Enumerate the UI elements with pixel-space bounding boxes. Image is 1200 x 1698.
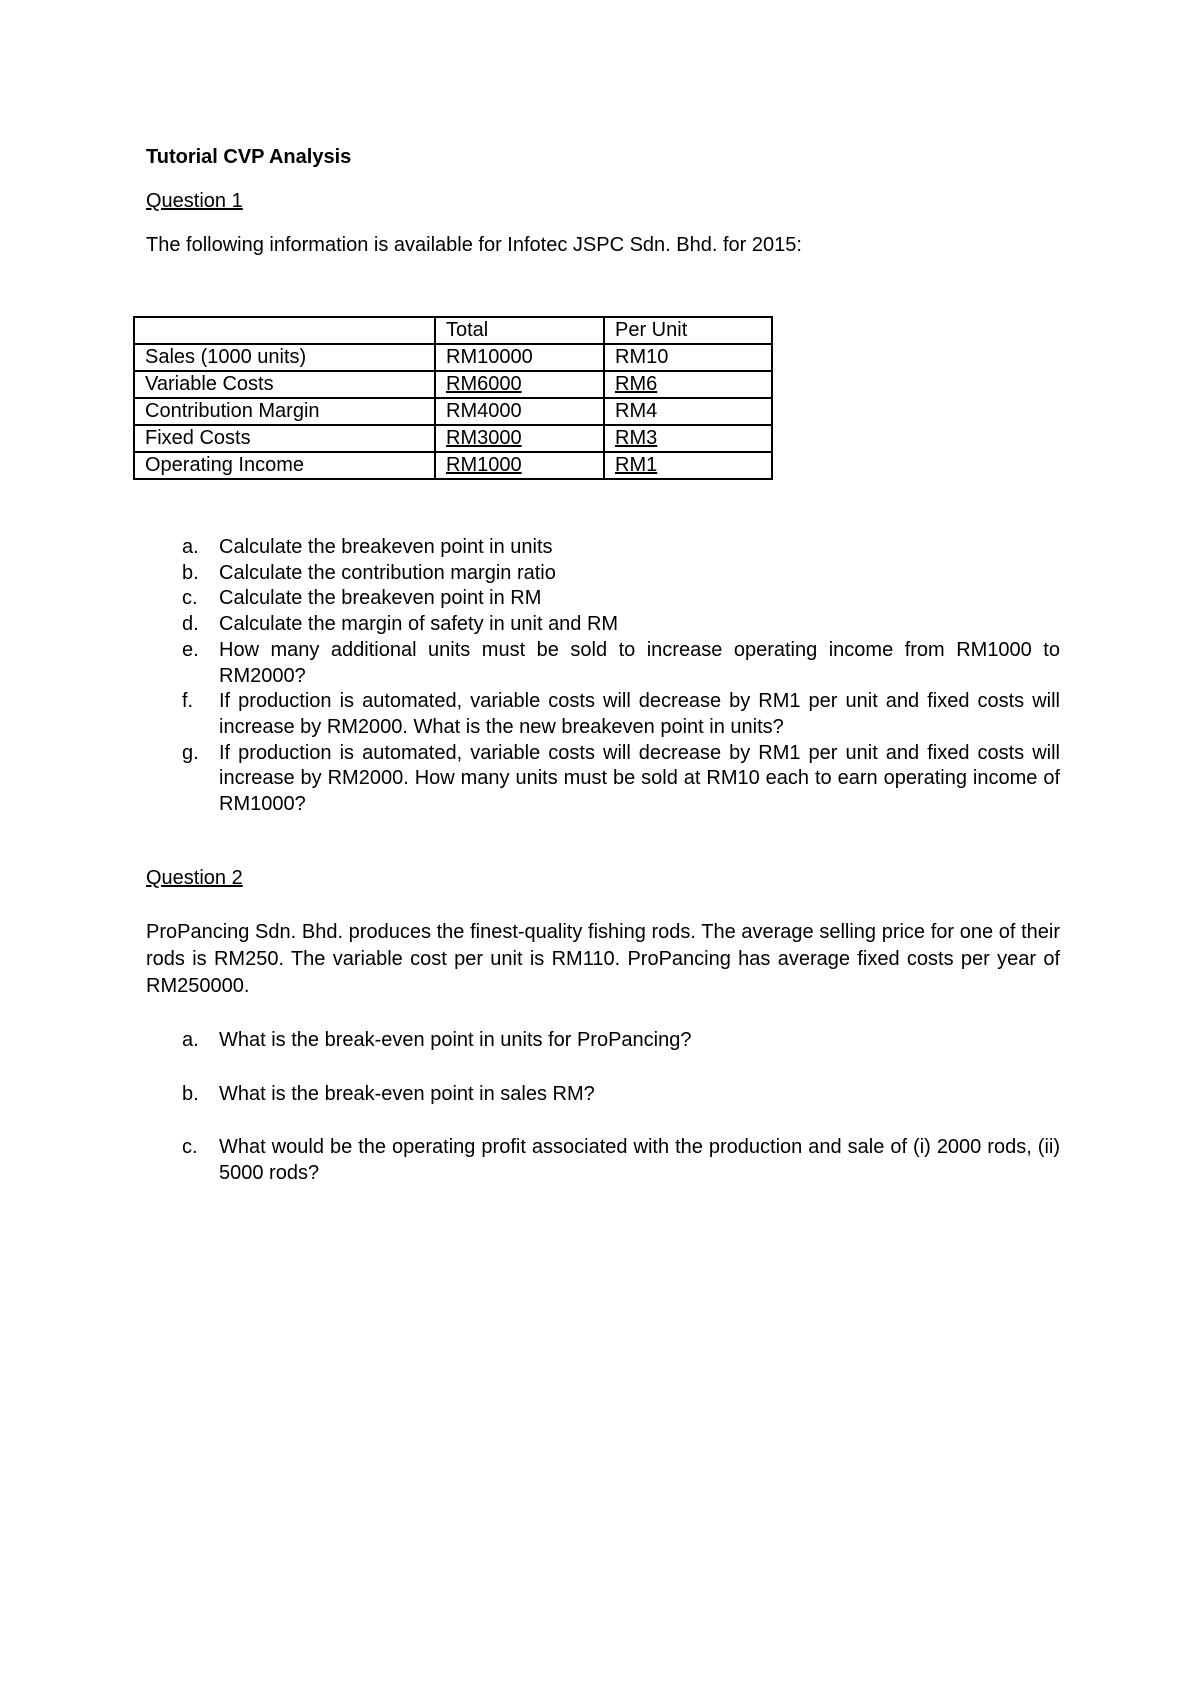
row-label: Variable Costs: [134, 371, 435, 398]
list-item: [146, 689, 1060, 740]
row-per-unit: RM3: [615, 427, 658, 449]
question-2-items: [146, 1028, 1060, 1215]
row-label: Fixed Costs: [134, 425, 435, 452]
question-2-heading: Question 2: [146, 867, 243, 889]
row-total: RM3000: [446, 427, 522, 449]
item-marker: d.: [182, 613, 199, 636]
list-item: [146, 561, 1060, 587]
list-item: [146, 1082, 1060, 1108]
item-marker: a.: [182, 1029, 199, 1051]
table-row: [134, 452, 772, 479]
item-text: If production is automated, variable costs will decrease by RM1 per unit and fixed costs will increase by RM2000. How many units must be sold at RM10 each to earn operating income of RM1000?: [219, 741, 1060, 816]
item-marker: g.: [182, 741, 199, 764]
list-item: [146, 535, 1060, 561]
list-item: [146, 638, 1060, 689]
list-item: [146, 1135, 1060, 1186]
item-marker: c.: [182, 1136, 198, 1159]
table-row: [134, 425, 772, 452]
item-text: What is the break-even point in units for ProPancing?: [219, 1029, 692, 1051]
cvp-table: [133, 316, 773, 480]
table-header-row: [134, 317, 772, 344]
table-header-cell: [134, 317, 435, 344]
list-item: [146, 612, 1060, 638]
item-text: What is the break-even point in sales RM?: [219, 1082, 595, 1105]
row-label: Operating Income: [134, 452, 435, 479]
item-text: Calculate the margin of safety in unit and RM: [219, 613, 619, 636]
table-header-cell: Per Unit: [604, 317, 772, 344]
row-per-unit: RM1: [615, 454, 658, 476]
list-item: [146, 586, 1060, 612]
item-text: Calculate the breakeven point in units: [219, 536, 553, 558]
item-marker: b.: [182, 1082, 199, 1105]
list-item: [146, 741, 1060, 818]
item-marker: c.: [182, 587, 198, 610]
row-total: RM10000: [435, 344, 604, 371]
row-total: RM6000: [446, 373, 522, 395]
row-label: Sales (1000 units): [134, 344, 435, 371]
item-text: How many additional units must be sold to increase operating income from RM1000 to RM2000?: [219, 638, 1060, 687]
list-item: [146, 1028, 1060, 1054]
table-row: [134, 344, 772, 371]
item-marker: b.: [182, 561, 199, 584]
table-header-cell: Total: [435, 317, 604, 344]
question-1-items: [146, 535, 1060, 818]
item-text: Calculate the breakeven point in RM: [219, 587, 542, 610]
page-title: Tutorial CVP Analysis: [146, 146, 352, 168]
table-row: [134, 371, 772, 398]
item-marker: e.: [182, 638, 199, 661]
question-1-heading: Question 1: [146, 190, 243, 212]
row-per-unit: RM10: [604, 344, 772, 371]
table-row: [134, 398, 772, 425]
row-per-unit: RM4: [604, 398, 772, 425]
item-text: Calculate the contribution margin ratio: [219, 561, 556, 584]
item-marker: a.: [182, 536, 199, 558]
item-marker: f.: [182, 690, 194, 713]
row-per-unit: RM6: [615, 373, 658, 395]
item-text: What would be the operating profit associated with the production and sale of (i) 2000 rods, (ii) 5000 rods?: [219, 1136, 1060, 1185]
row-total: RM1000: [446, 454, 522, 476]
question-2-intro: ProPancing Sdn. Bhd. produces the finest-quality fishing rods. The average selling price for one of their rods is RM250. The variable cost per unit is RM110. ProPancing has average fixed costs per year of RM250000.: [146, 921, 1060, 997]
row-total: RM4000: [435, 398, 604, 425]
question-1-intro: The following information is available for Infotec JSPC Sdn. Bhd. for 2015:: [146, 234, 802, 256]
row-label: Contribution Margin: [134, 398, 435, 425]
item-text: If production is automated, variable costs will decrease by RM1 per unit and fixed costs will increase by RM2000. What is the new breakeven point in units?: [219, 690, 1060, 738]
